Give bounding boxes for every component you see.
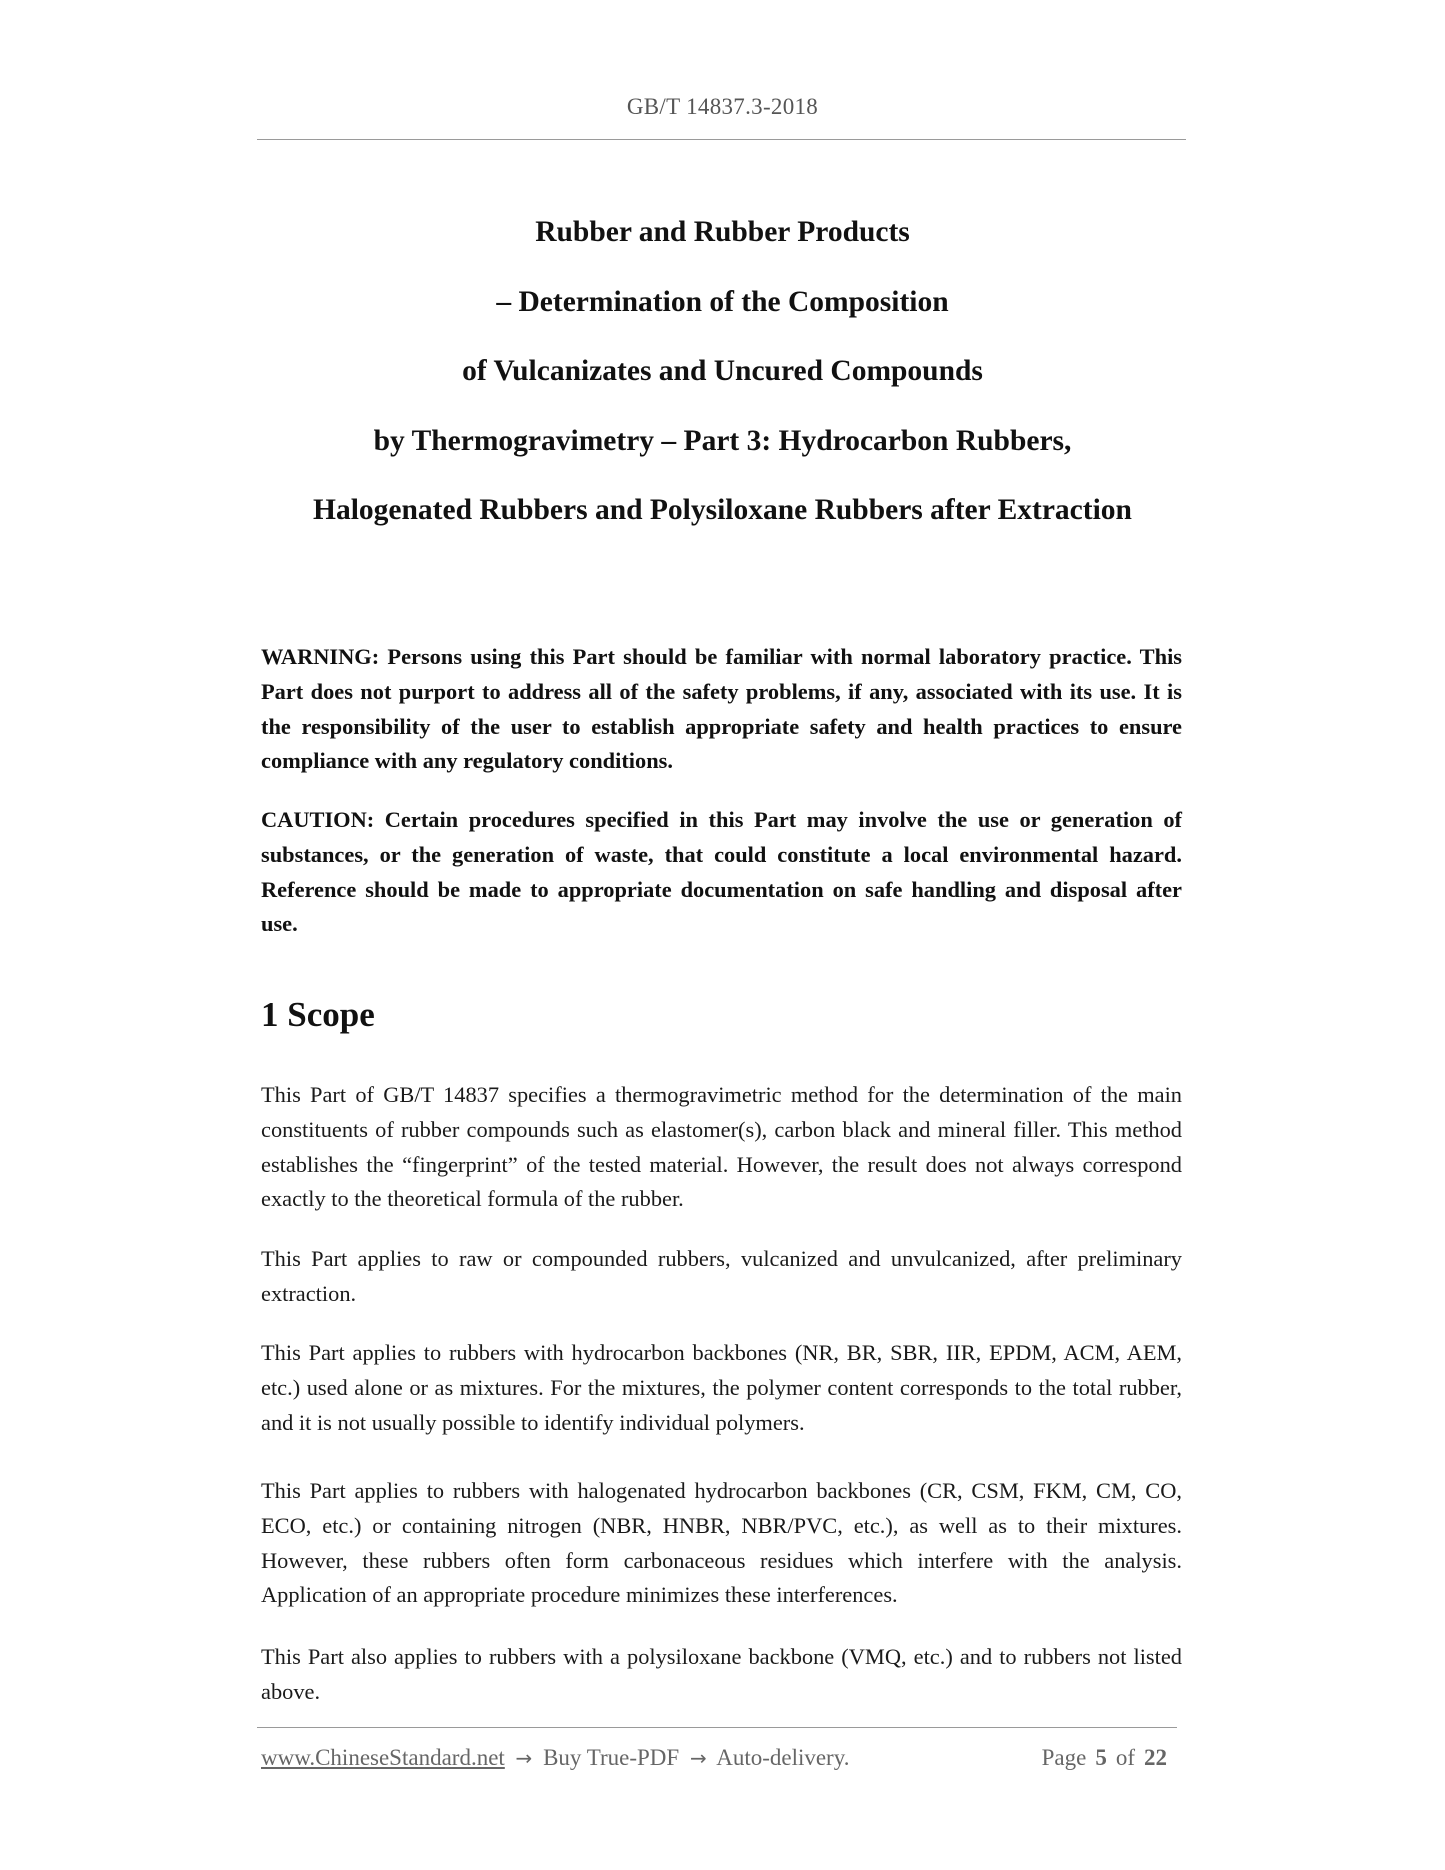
page-footer	[261, 1745, 1176, 1777]
caution-notice: CAUTION: Certain procedures specified in this Part may involve the use or generation of substances, or the generation of waste, that could constitute a local environmental hazard. Reference should be made to appropriate documentation on safe handling and disposal after use.	[261, 807, 1182, 937]
scope-paragraph: This Part applies to raw or compounded rubbers, vulcanized and unvulcanized, after preliminary extraction.	[261, 1246, 1182, 1306]
title-line: of Vulcanizates and Uncured Compounds	[462, 355, 983, 387]
arrow-right-icon: →	[515, 1746, 533, 1770]
header-divider	[257, 139, 1186, 140]
page-label: Page	[1041, 1745, 1087, 1770]
page-of: of	[1115, 1745, 1135, 1770]
title-line: Halogenated Rubbers and Polysiloxane Rubbers after Extraction	[313, 494, 1132, 526]
title-line: by Thermogravimetry – Part 3: Hydrocarbon Rubbers,	[373, 424, 1072, 457]
page-number	[1042, 1745, 1176, 1771]
footer-divider	[257, 1727, 1177, 1728]
site-link[interactable]: www.ChineseStandard.net	[261, 1745, 505, 1770]
buy-text: Buy True-PDF	[543, 1745, 680, 1770]
scope-paragraph: This Part applies to rubbers with hydrocarbon backbones (NR, BR, SBR, IIR, EPDM, ACM, AEM, etc.) used alone or as mixtures. For the mixtures, the polymer content corresponds to the total rubber, and it is not usually possible to identify individual polymers.	[261, 1340, 1182, 1435]
warning-notice: WARNING: Persons using this Part should be familiar with normal laboratory practice. This Part does not purport to address all of the safety problems, if any, associated with its use. It is the responsibility of the user to establish appropriate safety and health practices to ensure compliance with any regulatory conditions.	[261, 644, 1182, 774]
arrow-right-icon: →	[689, 1746, 707, 1770]
page-header: GB/T 14837.3-2018	[626, 94, 819, 119]
title-line: Rubber and Rubber Products	[535, 216, 910, 248]
title-line: – Determination of the Composition	[496, 285, 949, 318]
scope-paragraph: This Part of GB/T 14837 specifies a thermogravimetric method for the determination of the main constituents of rubber compounds such as elastomer(s), carbon black and mineral filler. This method establishes the “fingerprint” of the tested material. However, the result does not always correspond exactly to the theoretical formula of the rubber.	[261, 1082, 1182, 1212]
section-heading-scope: 1 Scope	[261, 995, 375, 1034]
document-title	[0, 198, 1445, 546]
delivery-text: Auto-delivery.	[716, 1745, 850, 1770]
page-total: 22	[1144, 1745, 1167, 1770]
scope-paragraph: This Part applies to rubbers with halogenated hydrocarbon backbones (CR, CSM, FKM, CM, CO, ECO, etc.) or containing nitrogen (NBR, HNBR, NBR/PVC, etc.), as well as to their mixtures. However, these rubbers often form carbonaceous residues which interfere with the analysis. Application of an appropriate procedure minimizes these interferences.	[261, 1478, 1182, 1608]
footer-promo	[261, 1745, 849, 1771]
page-current: 5	[1095, 1745, 1107, 1770]
scope-paragraph: This Part also applies to rubbers with a polysiloxane backbone (VMQ, etc.) and to rubbers not listed above.	[261, 1644, 1182, 1704]
